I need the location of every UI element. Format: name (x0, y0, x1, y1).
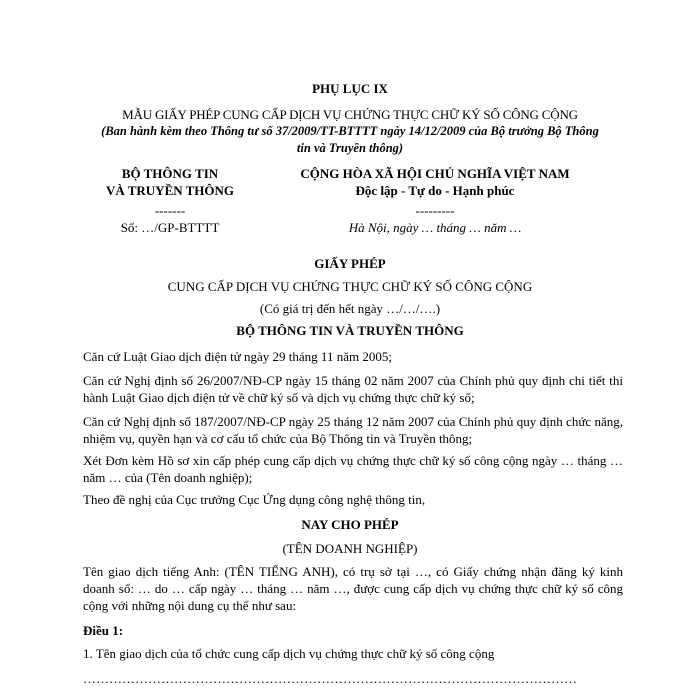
license-title: GIẤY PHÉP (314, 256, 386, 271)
permit-heading: NAY CHO PHÉP (301, 517, 399, 532)
national-header (280, 165, 590, 236)
issuer-heading: BỘ THÔNG TIN VÀ TRUYỀN THÔNG (236, 323, 464, 338)
nation-motto: Độc lập - Tự do - Hạnh phúc (355, 183, 515, 198)
validity-note: (Có giá trị đến hết ngày …/…/….) (259, 301, 441, 316)
fill-in-dotted-line: …………………………………………………………………………………………………… (83, 671, 577, 686)
basis-paragraph-2: Căn cứ Nghị định số 26/2007/NĐ-CP ngày 15 tháng 02 năm 2007 của Chính phủ quy định chi tiết thi hành Luật Giao dịch điện tử về chữ ký số và dịch vụ chứng thực chữ ký số; (83, 373, 623, 405)
issuing-agency (90, 165, 250, 236)
basis-paragraph-1: Căn cứ Luật Giao dịch điện tử ngày 29 tháng 11 năm 2005; (83, 349, 392, 364)
issued-note-line2: tin và Truyền thông) (296, 141, 404, 155)
issued-note-line1: (Ban hành kèm theo Thông tư số 37/2009/TT-BTTTT ngày 14/12/2009 của Bộ trưởng Bộ Thông (101, 124, 599, 138)
application-paragraph: Xét Đơn kèm Hồ sơ xin cấp phép cung cấp dịch vụ chứng thực chữ ký số công cộng ngày … tháng … năm … của (Tên doanh nghiệp); (83, 453, 623, 485)
nation-divider: --------- (415, 203, 455, 218)
basis-paragraph-3: Căn cứ Nghị định số 187/2007/NĐ-CP ngày 25 tháng 12 năm 2007 của Chính phủ quy định chức năng, nhiệm vụ, quyền hạn và cơ cấu tổ chức của Bộ Thông tin và Truyền thông; (83, 414, 623, 446)
appendix-title: PHỤ LỤC IX (312, 81, 388, 96)
document-number: Số: …/GP-BTTTT (120, 220, 220, 235)
license-subtitle: CUNG CẤP DỊCH VỤ CHỨNG THỰC CHỮ KÝ SỐ CÔNG CỘNG (167, 279, 533, 294)
article-1-heading: Điều 1: (83, 623, 124, 638)
agency-line1: BỘ THÔNG TIN (121, 166, 219, 181)
article-1-item-1: 1. Tên giao dịch của tổ chức cung cấp dịch vụ chứng thực chữ ký số công cộng (83, 646, 495, 661)
form-title: MẪU GIẤY PHÉP CUNG CẤP DỊCH VỤ CHỨNG THỰC CHỮ KÝ SỐ CÔNG CỘNG (122, 107, 578, 122)
agency-divider: ------- (154, 203, 186, 218)
nation-name: CỘNG HÒA XÃ HỘI CHỦ NGHĨA VIỆT NAM (300, 166, 570, 181)
proposal-paragraph: Theo đề nghị của Cục trưởng Cục Ứng dụng công nghệ thông tin, (83, 492, 426, 507)
agency-line2: VÀ TRUYỀN THÔNG (105, 183, 235, 198)
place-date: Hà Nội, ngày … tháng … năm … (348, 220, 522, 235)
company-placeholder: (TÊN DOANH NGHIỆP) (282, 541, 418, 556)
permit-body: Tên giao dịch tiếng Anh: (TÊN TIẾNG ANH), có trụ sở tại …, có Giấy chứng nhận đăng ký kinh doanh số: … do … cấp ngày … tháng … năm …, được cung cấp dịch vụ chứng thực chữ ký số công cộng với những nội dung cụ thể như sau: (83, 564, 623, 613)
